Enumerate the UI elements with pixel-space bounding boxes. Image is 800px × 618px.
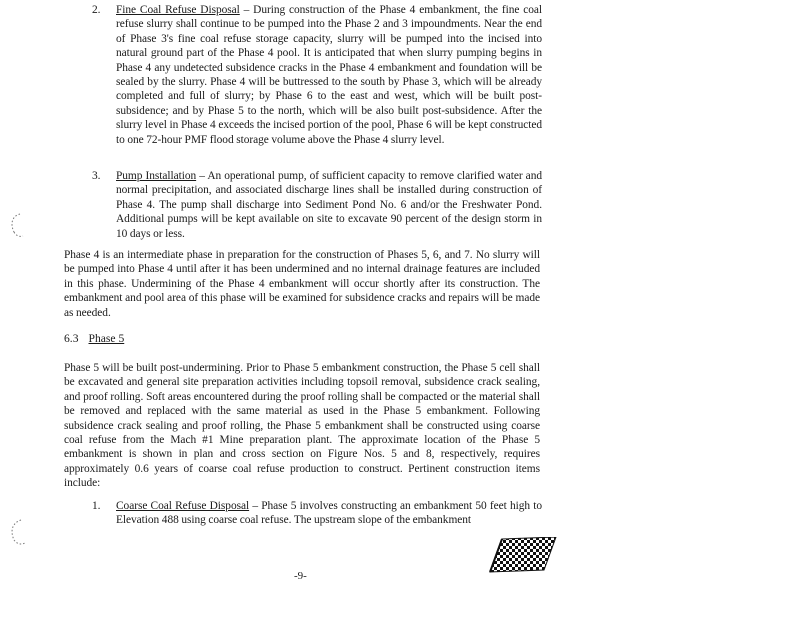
page-number: -9- — [294, 570, 307, 582]
list-item-text: – Phase 5 involves constructing an embankment 50 feet high to Elevation 488 using coarse coal refuse. The upstream slope of the embankment — [116, 500, 542, 527]
section-title: Phase 5 — [88, 332, 125, 345]
list-number: 3. — [92, 170, 101, 182]
list-number: 1. — [92, 500, 101, 512]
list-body — [116, 169, 542, 241]
list-number: 2. — [92, 4, 101, 16]
section-number: 6.3 — [64, 332, 79, 345]
phase5-paragraph: Phase 5 will be built post-undermining. Prior to Phase 5 embankment construction, the Phase 5 cell shall be excavated and general site preparation activities including topsoil removal, subsidence crack sealing, and proof rolling. Soft areas encountered during the proof rolling shall be compacted or the material shall be removed and replaced with the same material as used in the Phase 5 embankment. Following subsidence crack sealing and proof rolling, the Phase 5 embankment shall be constructed using coarse coal refuse from the Mach #1 Mine preparation plant. The approximate location of the Phase 5 embankment is shown in plan and cross section on Figure Nos. 5 and 8, respectively, requires approximately 0.6 years of coarse coal refuse production to construct. Pertinent construction items include: — [64, 362, 540, 490]
list-body — [116, 499, 542, 528]
list-item-text: – An operational pump, of sufficient capacity to remove clarified water and normal precipitation, and associated discharge lines shall be installed during construction of Phase 4. The pump shall discharge into Sediment Pond No. 6 and/or the Freshwater Pond. Additional pumps will be kept available on site to excavate 90 percent of the design storm in 10 days or less. — [116, 170, 542, 240]
list-item-coarse-coal — [92, 499, 542, 528]
list-item-title: Fine Coal Refuse Disposal — [116, 4, 240, 16]
punch-hole-mark-icon — [6, 516, 28, 548]
list-item-fine-coal — [92, 3, 542, 147]
list-body — [116, 3, 542, 147]
list-item-title: Pump Installation — [116, 170, 197, 182]
list-item-pump-installation — [92, 169, 542, 241]
section-heading — [64, 332, 124, 345]
phase4-paragraph: Phase 4 is an intermediate phase in preparation for the construction of Phases 5, 6, and 7. No slurry will be pumped into Phase 4 until after it has been undermined and no internal drainage features are included in this phase. Undermining of the Phase 4 embankment will occur shortly after its construction. The embankment and pool area of this phase will be examined for subsidence cracks and repairs will be made as needed. — [64, 249, 540, 319]
checkered-flag-logo-icon — [488, 537, 558, 573]
punch-hole-mark-icon — [6, 210, 26, 240]
list-item-text: – During construction of the Phase 4 embankment, the fine coal refuse slurry shall continue to be pumped into the Phase 2 and 3 impoundments. Near the end of Phase 3's fine coal refuse storage capacity, slurry will be pumped into the incised into natural ground part of the Phase 4 pool. It is anticipated that when slurry pumping begins in Phase 4 any undetected subsidence cracks in the Phase 4 embankment and foundation will be sealed by the slurry. Phase 4 will be buttressed to the south by Phase 3, which will be already completed and full of slurry; by Phase 6 to the east and west, which will be built post-subsidence; and by Phase 5 to the north, which will be also built post-subsidence. After the slurry level in Phase 4 exceeds the incised portion of the pool, Phase 6 will be kept constructed to one 72-hour PMF flood storage volume above the Phase 4 slurry level. — [116, 4, 542, 146]
list-item-title: Coarse Coal Refuse Disposal — [116, 500, 250, 512]
